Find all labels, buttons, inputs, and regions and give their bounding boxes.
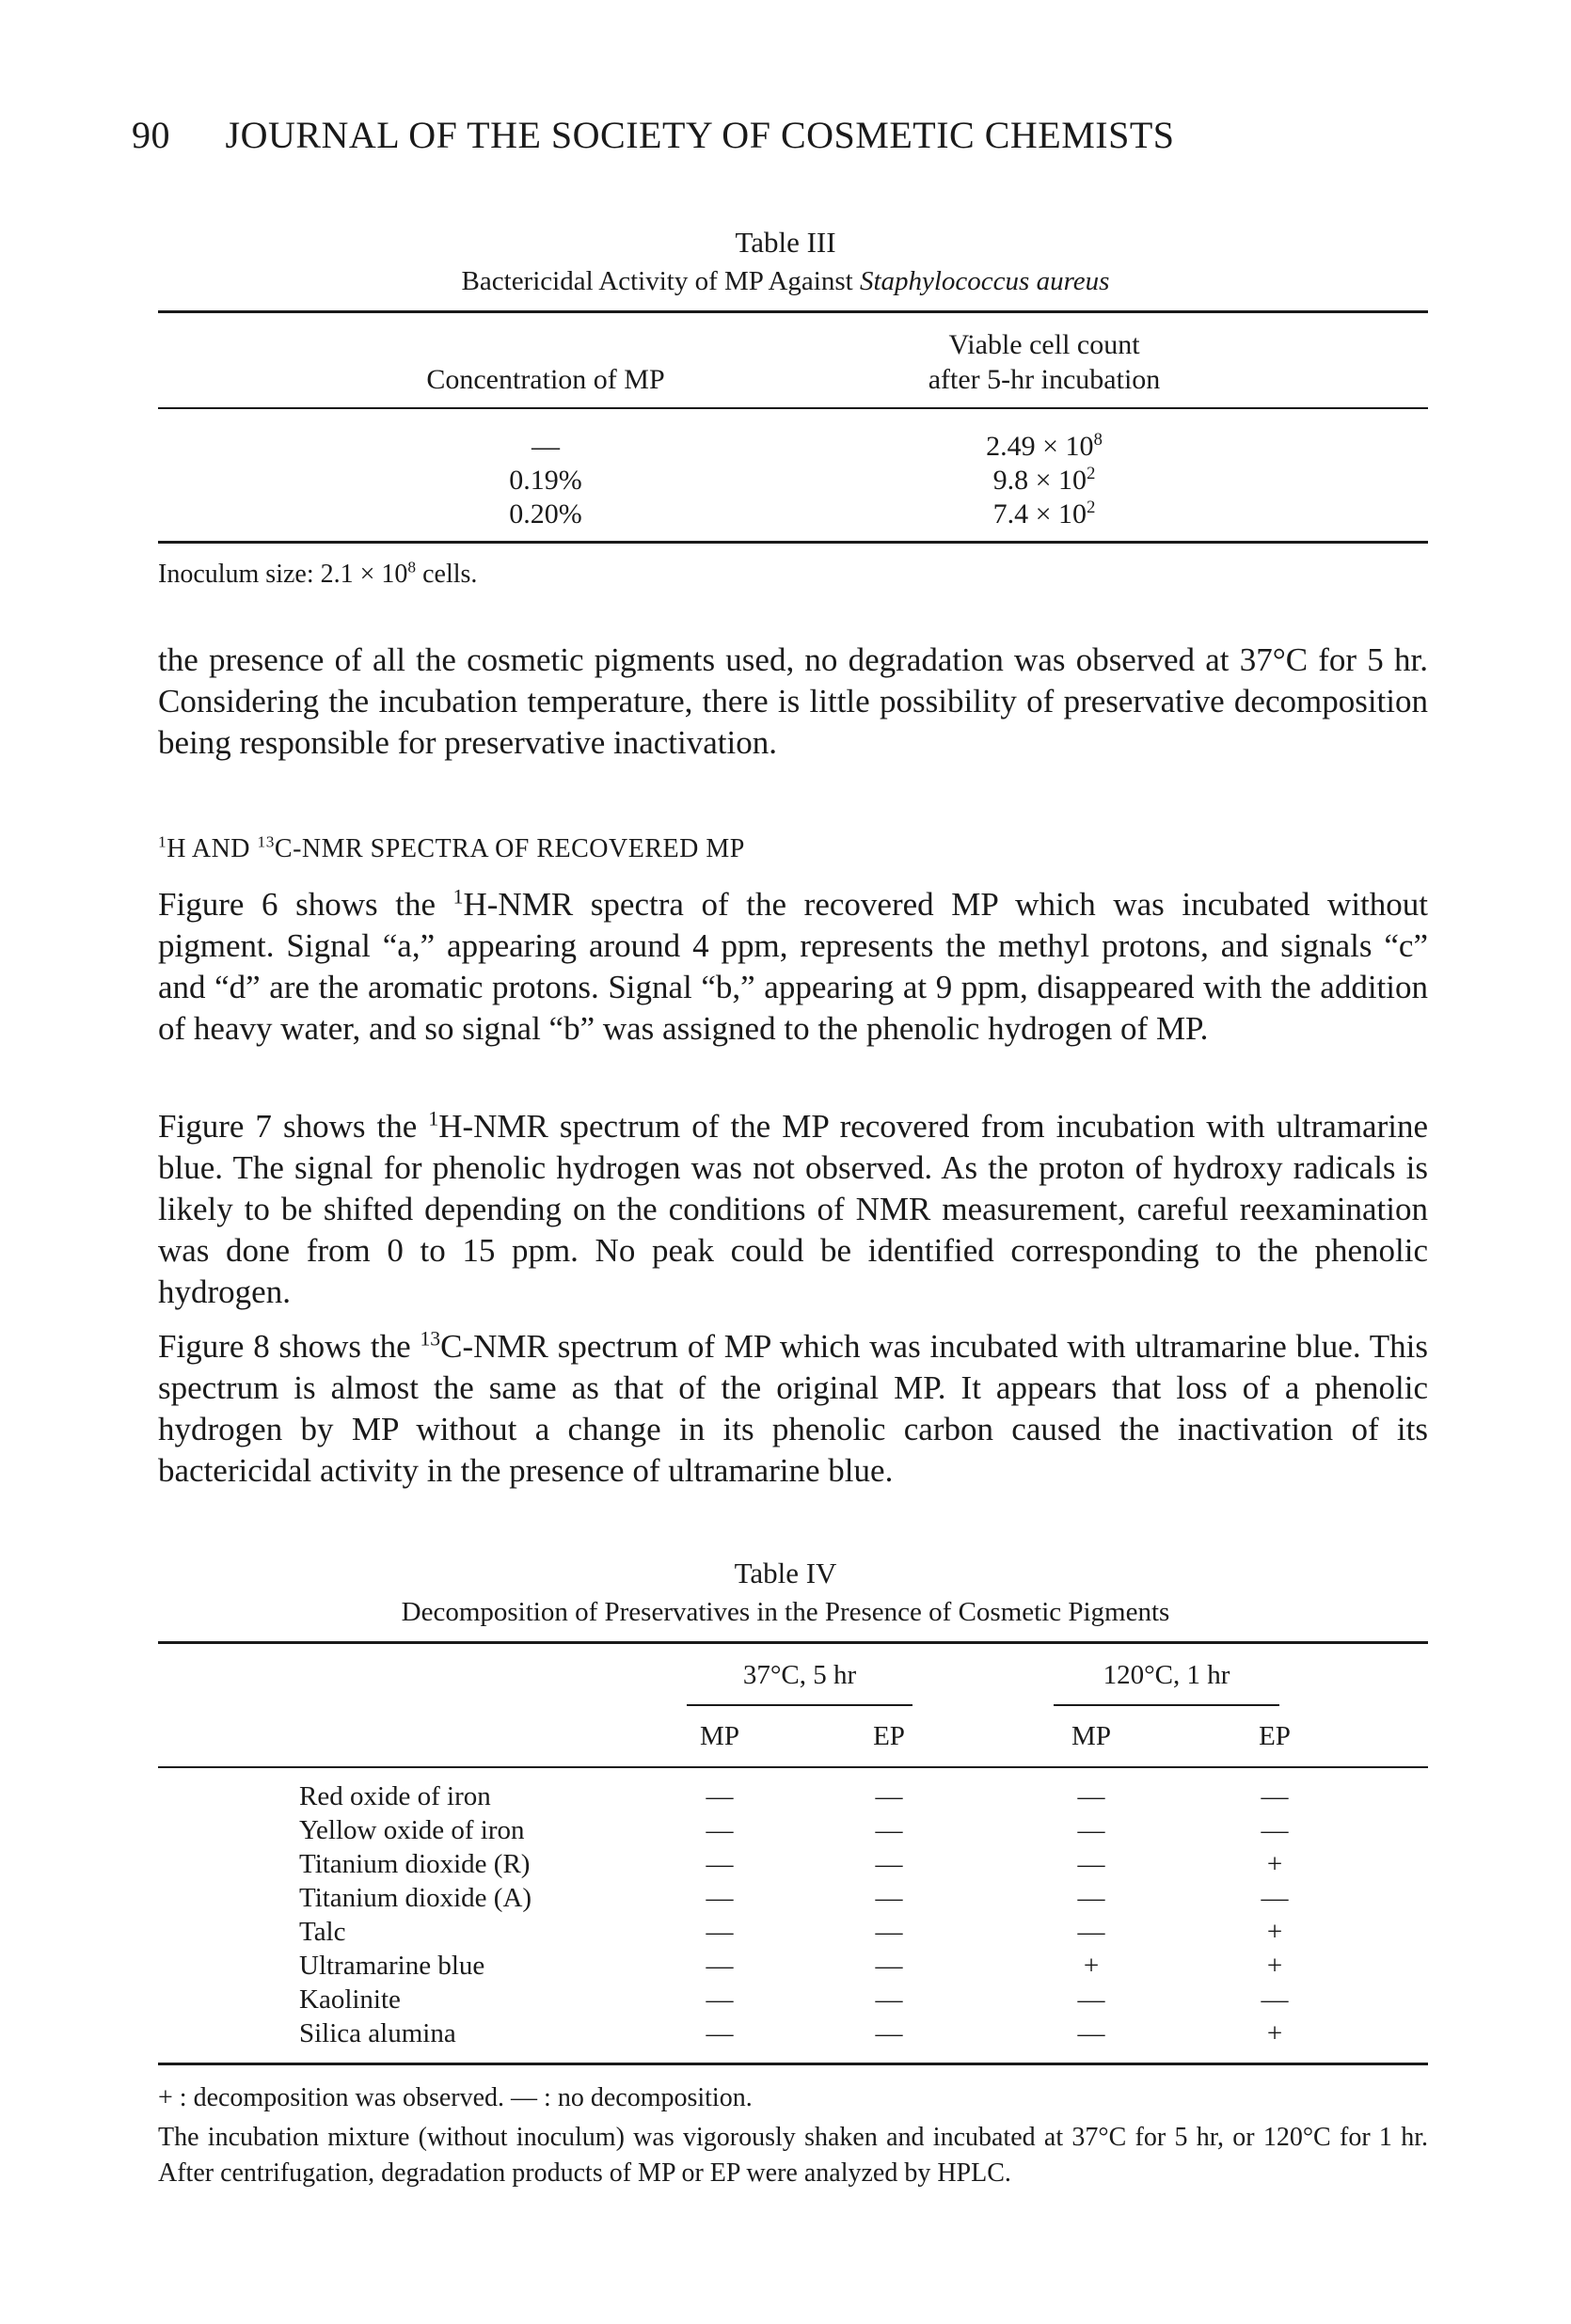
table3-col2-header-line1: Viable cell count xyxy=(948,329,1140,360)
table3-caption xyxy=(0,266,1571,297)
table4-group1-header: 37°C, 5 hr xyxy=(742,1660,857,1690)
table4-cell: — xyxy=(1077,1815,1105,1845)
table3-conc-2: 0.19% xyxy=(509,465,582,496)
table4-pigment: Ultramarine blue xyxy=(299,1951,485,1981)
table3-header-rule xyxy=(158,407,1428,409)
table4-cell: — xyxy=(1261,1984,1289,2015)
table-row xyxy=(282,1781,1317,1815)
table-row xyxy=(282,2018,1317,2052)
page-number: 90 xyxy=(132,114,170,156)
table3-count-2: $9.8 \times 10^2$ xyxy=(992,464,1096,496)
table4-cell: — xyxy=(1077,1984,1105,2015)
table3-col1-header: Concentration of MP xyxy=(426,364,665,395)
table4-header-rule xyxy=(158,1766,1428,1768)
table4-cell: + xyxy=(1266,1951,1283,1981)
table4-cell: — xyxy=(875,1815,903,1845)
table4-caption: Decomposition of Preservatives in the Presence of Cosmetic Pigments xyxy=(401,1597,1170,1627)
table4-cell: — xyxy=(1261,1781,1289,1811)
table-row xyxy=(282,1917,1317,1951)
table4-cell: — xyxy=(875,2018,903,2048)
table4-bottom-rule xyxy=(158,2063,1428,2065)
journal-title: JOURNAL OF THE SOCIETY OF COSMETIC CHEMISTS xyxy=(225,114,1175,156)
table4-cell: — xyxy=(1261,1815,1289,1845)
paragraph-1: the presence of all the cosmetic pigments used, no degradation was observed at 37°C for 5 hr. Considering the incubation temperature, there is little possibility of preservative decomposition being responsible for preservative inactivation. xyxy=(158,641,1428,761)
table4-cell: — xyxy=(875,1951,903,1981)
table4-pigment: Titanium dioxide (R) xyxy=(299,1849,531,1879)
table4-cell: — xyxy=(706,1951,734,1981)
table4-pigment: Titanium dioxide (A) xyxy=(299,1883,532,1913)
table4-subheader-mp-120: MP xyxy=(1071,1721,1111,1751)
table-row xyxy=(282,1849,1317,1883)
table4-cell: — xyxy=(875,1984,903,2015)
table-row xyxy=(282,1883,1317,1917)
table4-subheader-ep-37: EP xyxy=(873,1721,905,1751)
table-row xyxy=(282,1951,1317,1984)
table4-pigment: Red oxide of iron xyxy=(299,1781,491,1811)
table4-group2-header: 120°C, 1 hr xyxy=(1103,1660,1230,1690)
table3-note: Inoculum size: $2.1 \times 10^8$ cells. xyxy=(158,558,478,589)
table4-cell: — xyxy=(1077,1849,1105,1879)
table4-group2-rule xyxy=(1054,1704,1279,1706)
section-heading: $^1$H AND $^{13}$C-NMR SPECTRA OF RECOVERED MP xyxy=(158,832,745,863)
table3-label: Table III xyxy=(735,226,836,259)
table3-count-1: $2.49 \times 10^8$ xyxy=(986,430,1103,462)
table4-cell: — xyxy=(1261,1883,1289,1913)
table3-top-rule xyxy=(158,310,1428,313)
table4-subheader-mp-37: MP xyxy=(700,1721,739,1751)
table4-pigment: Yellow oxide of iron xyxy=(299,1815,525,1845)
table4-pigment: Talc xyxy=(299,1917,346,1947)
table4-cell: + xyxy=(1266,1917,1283,1947)
table4-cell: — xyxy=(706,2018,734,2048)
table3-caption-organism: Staphylococcus aureus xyxy=(859,266,1110,296)
table4-cell: — xyxy=(1077,1917,1105,1947)
table-row xyxy=(282,1815,1317,1849)
table-row xyxy=(282,1984,1317,2018)
table4-label: Table IV xyxy=(734,1557,837,1589)
table4-legend: + : decomposition was observed. — : no decomposition. xyxy=(158,2083,753,2112)
table4-top-rule xyxy=(158,1641,1428,1644)
table4-footnote: The incubation mixture (without inoculum) was vigorously shaken and incubated at 37°C for 5 hr, or 120°C for 1 hr. After centrifugation, degradation products of MP or EP were analyzed by HPLC. xyxy=(158,2123,1428,2188)
running-header xyxy=(132,113,1175,157)
paragraph-3: Figure 7 shows the $^1$H-NMR spectrum of the MP recovered from incubation with ultramarine blue. The signal for phenolic hydrogen was not observed. As the proton of hydroxy radicals is likely to be shifted depending on the conditions of NMR measurement, careful reexamination was done from 0 to 15 ppm. No peak could be identified corresponding to the phenolic hydrogen. xyxy=(158,1107,1429,1310)
table4-cell: — xyxy=(706,1883,734,1913)
table4-group1-rule xyxy=(687,1704,912,1706)
table4-cell: + xyxy=(1266,1849,1283,1879)
table4-cell: — xyxy=(875,1917,903,1947)
table4-cell: + xyxy=(1266,2018,1283,2048)
table4-cell: — xyxy=(875,1849,903,1879)
table4-pigment: Silica alumina xyxy=(299,2018,456,2048)
table4-subheader-ep-120: EP xyxy=(1259,1721,1291,1751)
paragraph-2: Figure 6 shows the $^1$H-NMR spectra of the recovered MP which was incubated without pigment. Signal “a,” appearing around 4 ppm, represents the methyl protons, and signals “c” and “d” are the aromatic protons. Signal “b,” appearing at 9 ppm, disappeared with the addition of heavy water, and so signal “b” was assigned to the phenolic hydrogen of MP. xyxy=(158,885,1428,1047)
table3-col2-header-line2: after 5-hr incubation xyxy=(928,364,1161,395)
table4-cell: — xyxy=(875,1883,903,1913)
table4-cell: — xyxy=(706,1815,734,1845)
table4-cell: — xyxy=(1077,1883,1105,1913)
table3-conc-1: — xyxy=(532,431,560,462)
table4-cell: — xyxy=(706,1781,734,1811)
table4-cell: — xyxy=(706,1984,734,2015)
table3-bottom-rule xyxy=(158,541,1428,544)
table4-cell: — xyxy=(1077,1781,1105,1811)
table4-pigment: Kaolinite xyxy=(299,1984,401,2015)
table3-count-3: $7.4 \times 10^2$ xyxy=(992,498,1096,530)
table4-cell: — xyxy=(875,1781,903,1811)
table3-caption-prefix: Bactericidal Activity of MP Against xyxy=(461,266,860,296)
table3-conc-3: 0.20% xyxy=(509,498,582,530)
table4-cell: — xyxy=(1077,2018,1105,2048)
table4-cell: + xyxy=(1083,1951,1100,1981)
table4-cell: — xyxy=(706,1849,734,1879)
paragraph-4: Figure 8 shows the $^{13}$C-NMR spectrum of MP which was incubated with ultramarine blue. This spectrum is almost the same as that of the original MP. It appears that loss of a phenolic hydrogen by MP without a change in its phenolic carbon caused the inactivation of its bactericidal activity in the presence of ultramarine blue. xyxy=(158,1327,1428,1489)
table4-cell: — xyxy=(706,1917,734,1947)
